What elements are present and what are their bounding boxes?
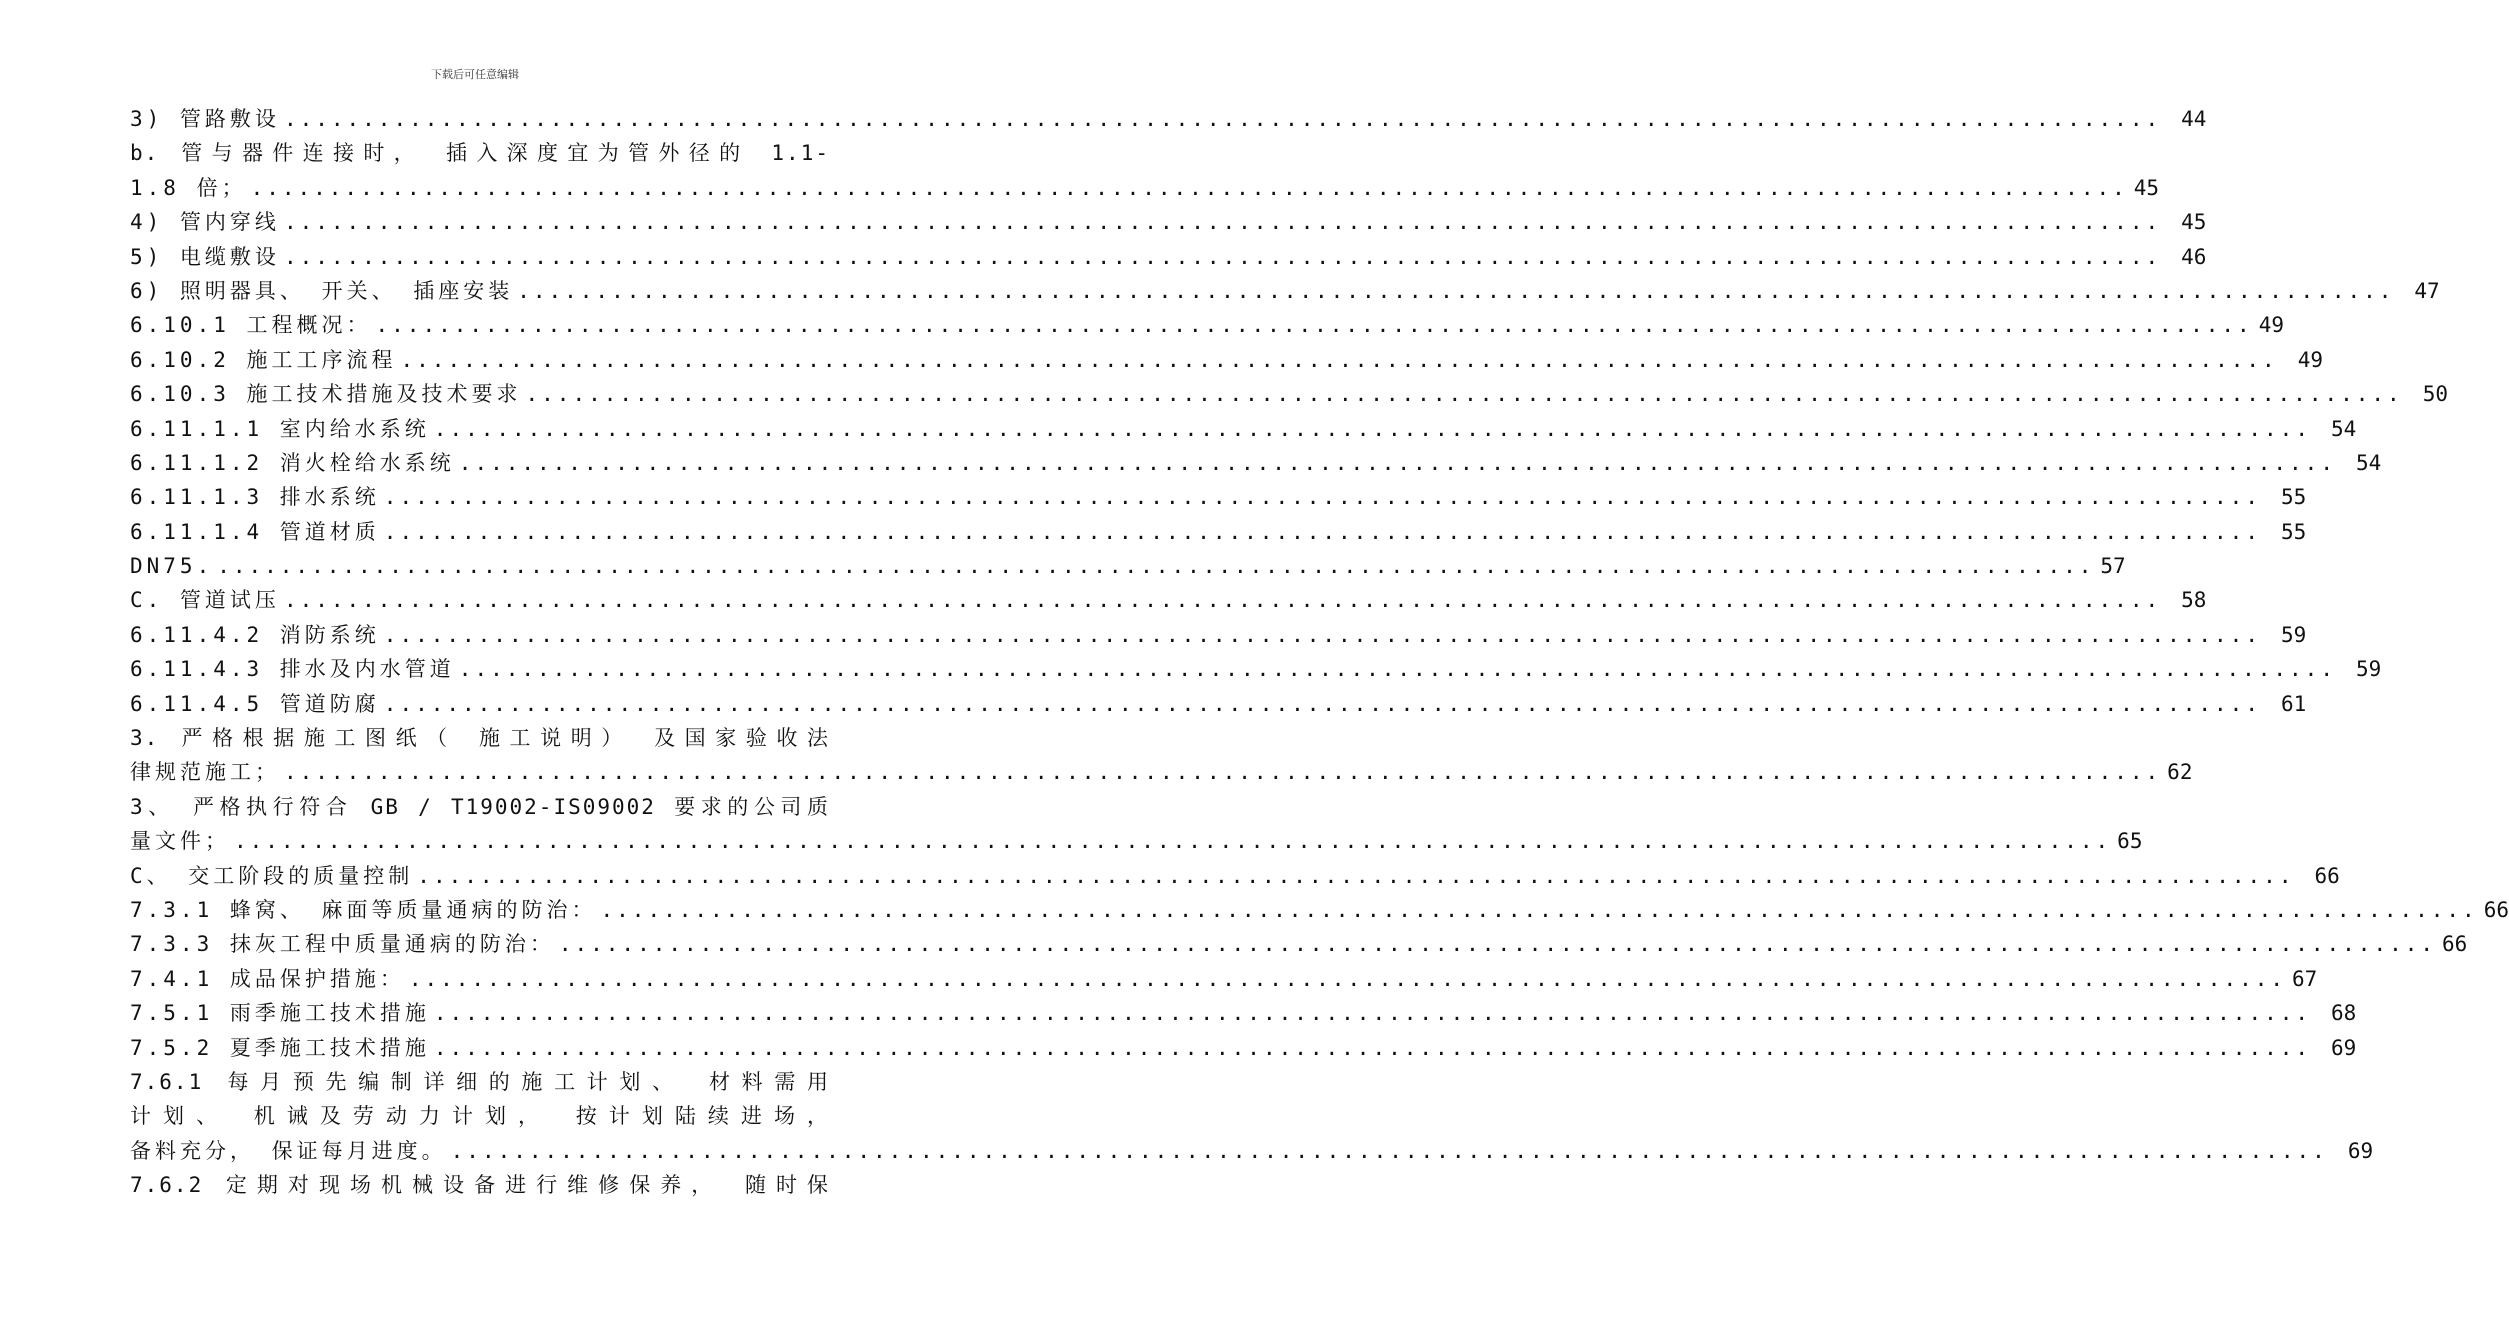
toc-entry-text: 律规范施工； (130, 760, 280, 785)
toc-page-number: 69 (2331, 1035, 2357, 1060)
toc-entry[interactable] (130, 274, 2440, 308)
toc-entry-text: 4) 管内穿线 (130, 210, 280, 235)
toc-entry[interactable] (130, 205, 2207, 239)
toc-entry-text: 6.11.1.3 排水系统 (130, 485, 380, 510)
toc-leader-dots: ........................................................................................................................ (383, 519, 2261, 544)
toc-entry[interactable] (130, 824, 2143, 858)
toc-page-number: 59 (2280, 622, 2307, 647)
toc-entry[interactable] (130, 618, 2307, 652)
toc-entry[interactable] (130, 1168, 830, 1202)
toc-entry-text: 3) 管路敷设 (130, 107, 280, 131)
toc-entry[interactable] (130, 1031, 2357, 1065)
toc-entry-text: 7.5.2 夏季施工技术措施 (130, 1035, 430, 1060)
toc-entry[interactable] (130, 583, 2207, 617)
toc-entry-text: 3、 严格执行符合 GB / T19002-IS09002 要求的公司质 (130, 794, 830, 819)
toc-entry-text: DN75. (130, 554, 214, 579)
toc-entry-text: 7.6.2 定期对现场机械设备进行维修保养， 随时保 (130, 1173, 830, 1198)
toc-entry-text: 7.6.1 每月预先编制详细的施工计划、 材料需用 (130, 1069, 830, 1094)
toc-leader-dots: ........................................................................................................................ (250, 175, 2128, 200)
toc-entry[interactable] (130, 996, 2357, 1030)
toc-leader-dots: ........................................................................................................................ (375, 313, 2253, 338)
toc-entry-text: C. 管道试压 (130, 588, 280, 613)
toc-entry[interactable] (130, 412, 2357, 446)
toc-page-number: 49 (2297, 347, 2323, 372)
toc-leader-dots: ........................................................................................................................ (283, 588, 2162, 613)
toc-entry[interactable] (130, 1134, 2374, 1168)
toc-leader-dots: ........................................................................................................................ (558, 932, 2437, 957)
toc-leader-dots: ........................................................................................................................ (284, 760, 2162, 785)
toc-entry[interactable] (130, 377, 2448, 411)
toc-page-number: 54 (2355, 450, 2382, 475)
toc-entry[interactable] (130, 480, 2307, 514)
toc-leader-dots: ........................................................................................................................ (600, 897, 2478, 922)
toc-entry[interactable] (130, 859, 2340, 893)
toc-leader-dots: ........................................................................................................................ (283, 244, 2162, 269)
toc-page-number: 44 (2181, 107, 2207, 131)
toc-leader-dots: ........................................................................................................................ (283, 210, 2162, 235)
page-header: 下载后可任意编辑 (431, 68, 519, 81)
toc-page-number: 59 (2355, 657, 2382, 682)
toc-page-number: 68 (2331, 1001, 2357, 1026)
toc-entry[interactable] (130, 1065, 830, 1099)
toc-page-number: 69 (2347, 1138, 2374, 1163)
toc-entry-text: 1.8 倍； (130, 175, 247, 200)
table-of-contents (130, 102, 2509, 1203)
toc-entry[interactable] (130, 343, 2323, 377)
toc-leader-dots: ........................................................................................................................ (234, 829, 2112, 854)
toc-entry-text: 7.3.3 抹灰工程中质量通病的防治： (130, 932, 555, 957)
toc-entry-text: 6.11.4.2 消防系统 (130, 622, 380, 647)
toc-entry[interactable] (130, 721, 830, 755)
toc-leader-dots: ........................................................................................................................ (433, 416, 2311, 441)
toc-entry-text: 6.10.2 施工工序流程 (130, 347, 397, 372)
toc-entry-text: 6.10.1 工程概况： (130, 313, 372, 338)
toc-leader-dots: ........................................................................................................................ (525, 382, 2403, 407)
toc-leader-dots: ........................................................................................................................ (433, 1001, 2312, 1026)
toc-entry-text: 3. 严格根据施工图纸（ 施工说明） 及国家验收法 (130, 726, 830, 751)
toc-page-number: 47 (2414, 278, 2440, 303)
toc-entry-text: 6) 照明器具、 开关、 插座安装 (130, 278, 514, 303)
toc-page-number: 54 (2330, 416, 2357, 441)
toc-entry[interactable] (130, 102, 2207, 136)
toc-entry-text: 计划、 机诫及劳动力计划， 按计划陆续进场， (130, 1104, 830, 1129)
toc-leader-dots: ........................................................................................................................ (383, 622, 2261, 647)
toc-page-number: 65 (2117, 829, 2143, 854)
toc-leader-dots: ........................................................................................................................ (458, 450, 2336, 475)
toc-leader-dots: ........................................................................................................................ (408, 966, 2287, 991)
toc-entry-text: 7.4.1 成品保护措施： (130, 966, 405, 991)
toc-entry[interactable] (130, 687, 2307, 721)
toc-entry-text: b. 管与器件连接时， 插入深度宜为管外径的 1.1- (130, 141, 830, 166)
toc-entry-text: 6.11.1.1 室内给水系统 (130, 416, 430, 441)
toc-entry[interactable] (130, 893, 2509, 927)
toc-entry[interactable] (130, 790, 830, 824)
toc-leader-dots: ........................................................................................................................ (217, 554, 2095, 579)
toc-entry-text: 6.11.4.3 排水及内水管道 (130, 657, 455, 682)
toc-entry-text: 6.11.1.4 管道材质 (130, 519, 380, 544)
toc-entry[interactable] (130, 652, 2382, 686)
toc-entry-text: 7.5.1 雨季施工技术措施 (130, 1001, 430, 1026)
toc-entry-text: 量文件； (130, 829, 230, 854)
toc-entry[interactable] (130, 446, 2382, 480)
toc-entry[interactable] (130, 927, 2468, 961)
toc-leader-dots: ........................................................................................................................ (458, 657, 2336, 682)
toc-entry-text: C、 交工阶段的质量控制 (130, 863, 414, 888)
toc-entry-text: 6.10.3 施工技术措施及技术要求 (130, 382, 522, 407)
toc-entry-text: 6.11.4.5 管道防腐 (130, 691, 380, 716)
toc-page-number: 66 (2314, 863, 2340, 888)
toc-entry[interactable] (130, 171, 2160, 205)
toc-leader-dots: ........................................................................................................................ (383, 691, 2261, 716)
toc-page-number: 67 (2292, 966, 2318, 991)
toc-entry[interactable] (130, 755, 2193, 789)
toc-page-number: 58 (2181, 588, 2207, 613)
toc-page-number: 62 (2167, 760, 2193, 785)
toc-page-number: 66 (2442, 932, 2468, 957)
toc-leader-dots: ........................................................................................................................ (450, 1138, 2328, 1163)
toc-entry[interactable] (130, 549, 2126, 583)
toc-entry-text: 6.11.1.2 消火栓给水系统 (130, 450, 455, 475)
toc-entry[interactable] (130, 308, 2284, 342)
toc-entry-text: 7.3.1 蜂窝、 麻面等质量通病的防治： (130, 897, 597, 922)
toc-page-number: 45 (2133, 175, 2160, 200)
toc-page-number: 49 (2258, 313, 2284, 338)
toc-leader-dots: ........................................................................................................................ (433, 1035, 2312, 1060)
toc-entry-text: 备料充分， 保证每月进度。 (130, 1138, 447, 1163)
toc-page-number: 61 (2280, 691, 2307, 716)
toc-page-number: 50 (2422, 382, 2448, 407)
toc-entry-text: 5) 电缆敷设 (130, 244, 280, 269)
toc-leader-dots: ........................................................................................................................ (283, 107, 2162, 131)
toc-leader-dots: ........................................................................................................................ (417, 863, 2295, 888)
toc-page-number: 46 (2181, 244, 2207, 269)
toc-leader-dots: ........................................................................................................................ (400, 347, 2278, 372)
toc-page-number: 55 (2280, 485, 2307, 510)
toc-entry[interactable] (130, 136, 830, 170)
toc-page-number: 45 (2181, 210, 2207, 235)
toc-entry[interactable] (130, 240, 2207, 274)
toc-page-number: 66 (2483, 897, 2509, 922)
toc-page-number: 55 (2280, 519, 2307, 544)
toc-leader-dots: ........................................................................................................................ (517, 278, 2395, 303)
toc-page-number: 57 (2100, 554, 2126, 579)
toc-entry[interactable] (130, 515, 2307, 549)
toc-entry[interactable] (130, 962, 2318, 996)
toc-entry[interactable] (130, 1099, 830, 1133)
toc-leader-dots: ........................................................................................................................ (383, 485, 2261, 510)
